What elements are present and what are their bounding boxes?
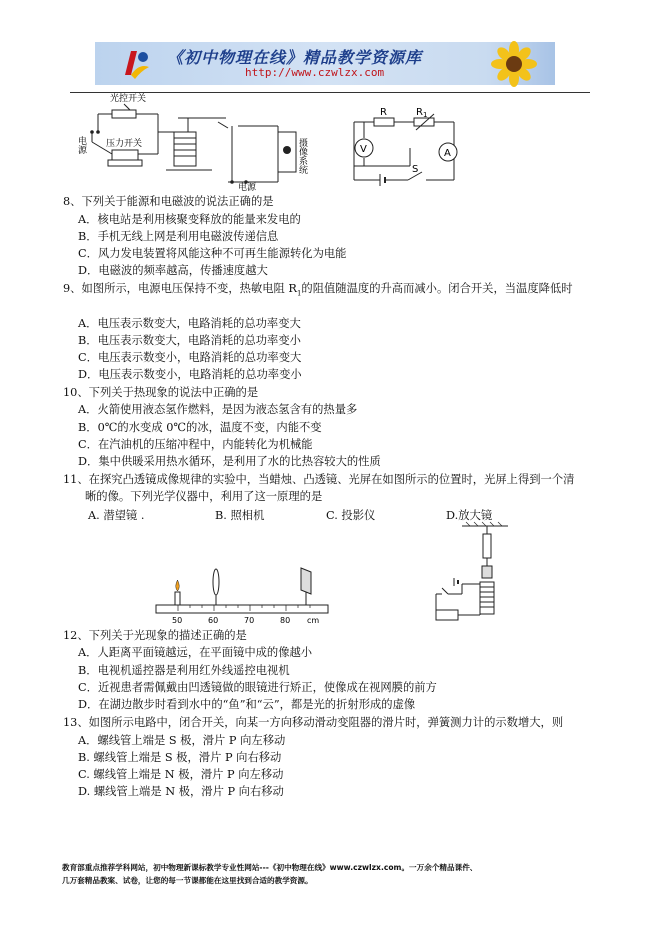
q12-stem: 12、下列关于光现象的描述正确的是 — [63, 629, 247, 642]
label-voltmeter: V — [360, 144, 367, 155]
q11-option-c: C. 投影仪 — [326, 509, 376, 522]
label-camera-system: 摄像系统 — [297, 138, 307, 174]
q13-option-a: A．螺线管上端是 S 极，滑片 P 向左移动 — [78, 734, 286, 747]
label-pressure-switch: 压力开关 — [106, 139, 143, 149]
label-light-switch: 光控开关 — [110, 94, 147, 104]
q12-option-a: A．人距离平面镜越远，在平面镜中成的像越小 — [78, 646, 313, 659]
logo-icon — [117, 45, 153, 81]
figure-solenoid-circuit — [428, 522, 524, 622]
ruler-tick-50: 50 — [172, 616, 183, 625]
sunflower-icon — [479, 42, 549, 85]
label-switch-s: S — [412, 164, 419, 175]
q13-option-d: D. 螺线管上端是 N 极，滑片 P 向右移动 — [78, 785, 284, 798]
banner-url: http://www.czwlzx.com — [245, 66, 385, 79]
ruler-tick-60: 60 — [208, 616, 219, 625]
page-footer — [62, 861, 602, 887]
q9-stem — [63, 281, 573, 301]
q9-option-b: B．电压表示数变大，电路消耗的总功率变小 — [78, 334, 301, 347]
q11-option-a: A. 潜望镜 . — [88, 509, 145, 522]
q10-option-c: C．在汽油机的压缩冲程中，内能转化为机械能 — [78, 438, 313, 451]
label-ammeter: A — [444, 148, 451, 159]
label-r1-sub: 1 — [423, 111, 428, 119]
q10-stem: 10、下列关于热现象的说法中正确的是 — [63, 386, 259, 399]
label-power-bottom: 电源 — [238, 183, 257, 193]
q9-stem-pre: 9、如图所示，电源电压保持不变，热敏电阻 R — [63, 282, 297, 295]
ruler-tick-80: 80 — [280, 616, 291, 625]
q9-option-d: D．电压表示数变小，电路消耗的总功率变小 — [78, 368, 302, 381]
figure-camera-circuit — [78, 92, 323, 192]
q10-option-b: B．0℃的水变成 0℃的冰，温度不变，内能不变 — [78, 421, 322, 434]
footer-line-2: 几万套精品教案、试卷，让您的每一节课都能在这里找到合适的教学资源。 — [62, 876, 313, 885]
ruler-unit: cm — [307, 616, 320, 625]
q10-option-d: D．集中供暖采用热水循环，是利用了水的比热容较大的性质 — [78, 455, 381, 468]
figure-optical-bench — [150, 560, 335, 628]
figure-thermistor-circuit — [350, 100, 465, 188]
q8-option-b: B．手机无线上网是利用电磁波传递信息 — [78, 230, 279, 243]
banner-title: 《初中物理在线》精品教学资源库 — [167, 48, 423, 67]
q12-option-c: C．近视患者需佩戴由凹透镜做的眼镜进行矫正，使像成在视网膜的前方 — [78, 681, 437, 694]
q9-stem-sub: 1 — [296, 289, 302, 298]
q8-option-c: C．风力发电装置将风能这种不可再生能源转化为电能 — [78, 247, 347, 260]
label-power-left: 电源 — [76, 136, 86, 154]
q10-option-a: A．火箭使用液态氢作燃料，是因为液态氢含有的热量多 — [78, 403, 358, 416]
q9-stem-post: 的阻值随温度的升高而减小。闭合开关，当温度降低时 — [301, 282, 573, 295]
q9-option-a: A．电压表示数变大，电路消耗的总功率变大 — [78, 317, 301, 330]
q11-option-b: B. 照相机 — [215, 509, 265, 522]
label-r1: R — [416, 107, 423, 118]
q12-option-b: B．电视机遥控器是利用红外线遥控电视机 — [78, 664, 290, 677]
q8-option-d: D．电磁波的频率越高，传播速度越大 — [78, 264, 268, 277]
q11-stem-line1: 11、在探究凸透镜成像规律的实验中，当蜡烛、凸透镜、光屏在如图所示的位置时，光屏上得到一个清 — [63, 473, 575, 486]
q13-option-b: B. 螺线管上端是 S 极，滑片 P 向右移动 — [78, 751, 282, 764]
header-banner — [95, 42, 555, 85]
q12-option-d: D．在湖边散步时看到水中的“鱼”和“云”，都是光的折射形成的虚像 — [78, 698, 416, 711]
q13-option-c: C. 螺线管上端是 N 极，滑片 P 向左移动 — [78, 768, 284, 781]
q8-stem: 8、下列关于能源和电磁波的说法正确的是 — [63, 195, 274, 208]
ruler-tick-70: 70 — [244, 616, 255, 625]
q8-option-a: A．核电站是利用核聚变释放的能量来发电的 — [78, 213, 301, 226]
q13-stem: 13、如图所示电路中，闭合开关，向某一方向移动滑动变阻器的滑片时，弹簧测力计的示数增大，则 — [63, 716, 564, 729]
label-r: R — [380, 107, 387, 118]
q11-option-d: D.放大镜 — [446, 509, 493, 522]
q11-stem-line2: 晰的像。下列光学仪器中，利用了这一原理的是 — [85, 490, 323, 503]
q9-option-c: C．电压表示数变小，电路消耗的总功率变大 — [78, 351, 302, 364]
footer-line-1: 教育部重点推荐学科网站，初中物理新课标教学专业性网站---《初中物理在线》www.czwlzx.com。一万余个精品课件、 — [62, 863, 478, 872]
